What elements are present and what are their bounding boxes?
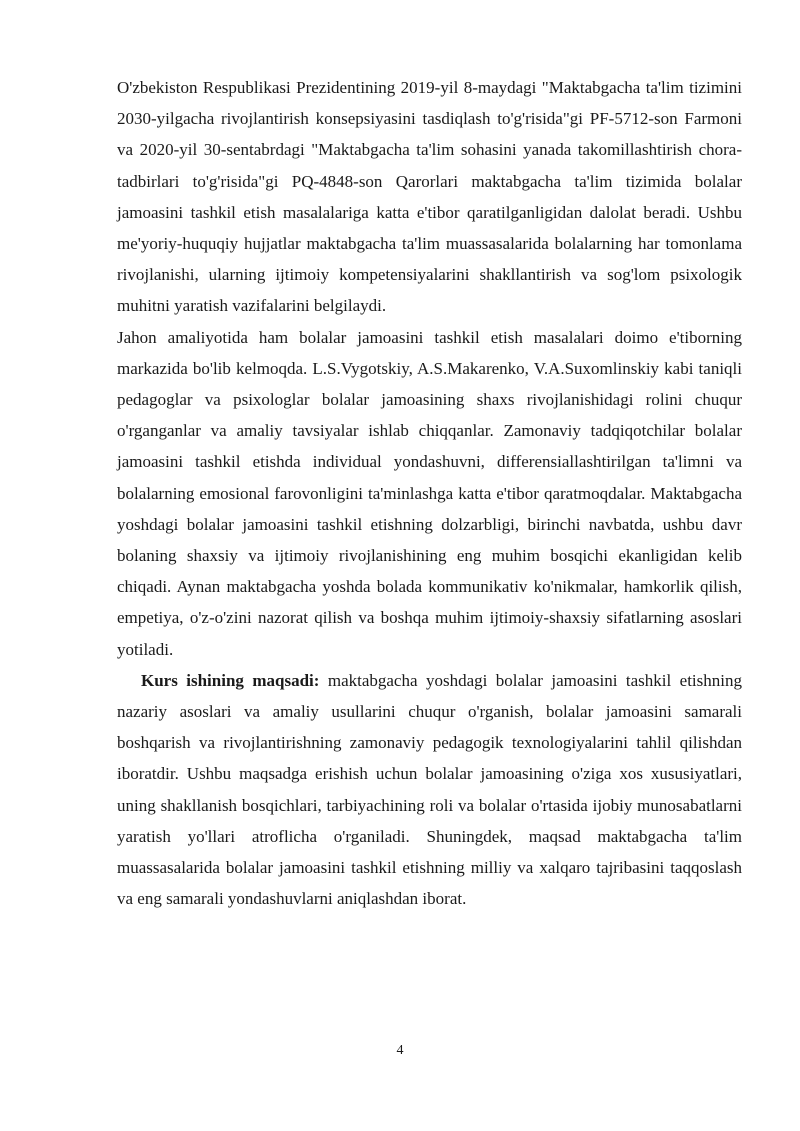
paragraph-decrees: [117, 72, 742, 322]
paragraph-world-practice: [117, 322, 742, 665]
paragraph-text: O'zbekiston Respublikasi Prezidentining 2019-yil 8-maydagi "Maktabgacha ta'lim tizimini 2030-yilgacha rivojlantirish konsepsiyasini tasdiqlash to'g'risida"gi PF-5712-son Farmoni va 2020-yil 30-sentabrdagi "Maktabgacha ta'lim sohasini yanada takomillashtirish chora-tadbirlari to'g'risida"gi PQ-4848-son Qarorlari maktabgacha ta'lim tizimida bolalar jamoasini tashkil etish masalalariga katta e'tibor qaratilganligidan dalolat beradi. Ushbu me'yoriy-huquqiy hujjatlar maktabgacha ta'lim muassasalarida bolalarning har tomonlama rivojlanishi, ularning ijtimoiy kompetensiyalarini shakllantirish va sog'lom psixologik muhitni yaratish vazifalarini belgilaydi.: [117, 78, 742, 316]
paragraph-course-goal: [117, 665, 742, 915]
paragraph-text: Jahon amaliyotida ham bolalar jamoasini tashkil etish masalalari doimo e'tiborning markazida bo'lib kelmoqda. L.S.Vygotskiy, A.S.Makarenko, V.A.Suxomlinskiy kabi taniqli pedagoglar va psixologlar bolalar jamoasining shaxs rivojlanishidagi rolini chuqur o'rganganlar va amaliy tavsiyalar ishlab chiqqanlar. Zamonaviy tadqiqotchilar bolalar jamoasini tashkil etishda individual yondashuvni, differensiallashtirilgan ta'limni va bolalarning emosional farovonligini ta'minlashga katta e'tibor qaratmoqdalar. Maktabgacha yoshdagi bolalar jamoasini tashkil etishning dolzarbligi, birinchi navbatda, ushbu davr bolaning shaxsiy va ijtimoiy rivojlanishining eng muhim bosqichi ekanligidan kelib chiqadi. Aynan maktabgacha yoshda bolada kommunikativ ko'nikmalar, hamkorlik qilish, empetiya, o'z-o'zini nazorat qilish va boshqa muhim ijtimoiy-shaxsiy sifatlarning asoslari yotiladi.: [117, 327, 742, 659]
page-number: 4: [396, 1043, 404, 1058]
document-body: [117, 72, 742, 914]
paragraph-lead: Kurs ishining maqsadi:: [141, 670, 320, 690]
paragraph-text: maktabgacha yoshdagi bolalar jamoasini tashkil etishning nazariy asoslari va amaliy usullarini chuqur o'rganish, bolalar jamoasini samarali boshqarish va rivojlantirishning zamonaviy pedagogik texnologiyalarini tahlil qilishdan iboratdir. Ushbu maqsadga erishish uchun bolalar jamoasining o'ziga xos xususiyatlari, uning shakllanish bosqichlari, tarbiyachining roli va bolalar o'rtasida ijobiy munosabatlarni yaratish yo'llari atroflicha o'rganiladi. Shuningdek, maqsad maktabgacha ta'lim muassasalarida bolalar jamoasini tashkil etishning milliy va xalqaro tajribasini taqqoslash va eng samarali yondashuvlarni aniqlashdan iborat.: [117, 670, 742, 909]
